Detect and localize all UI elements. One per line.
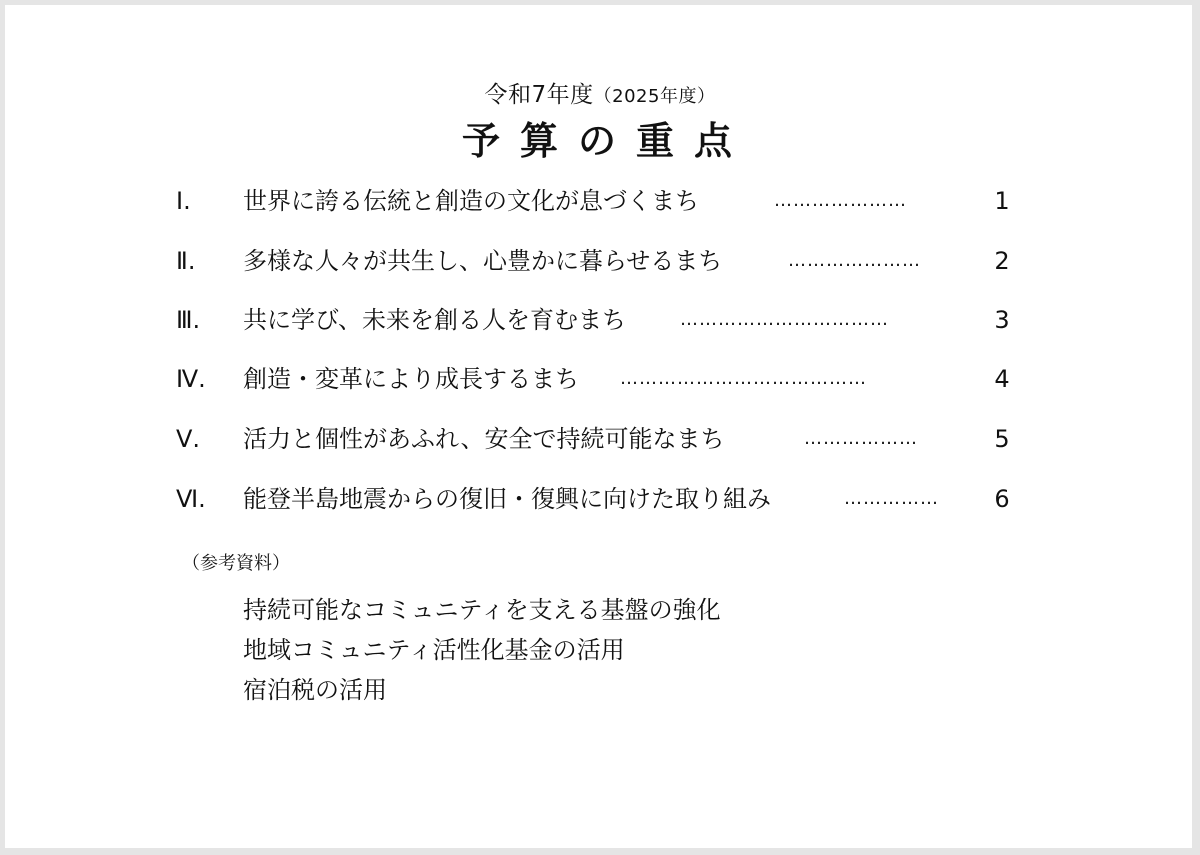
reference-item: 持続可能なコミュニティを支える基盤の強化 [243,596,721,624]
toc-item-title: 多様な人々が共生し、心豊かに暮らせるまち [243,247,723,275]
toc-item[interactable] [0,474,1200,524]
toc-item[interactable] [0,295,1200,345]
fiscal-year-subtitle [0,80,1200,112]
toc-dot-leader: …………… [844,488,939,509]
toc-dot-leader: ………………………………… [620,368,867,389]
toc-item[interactable] [0,176,1200,226]
toc-item[interactable] [0,414,1200,464]
toc-dot-leader: ………………… [788,250,921,271]
toc-page-number: 6 [994,485,1010,513]
toc-dot-leader: ……………… [804,428,918,449]
toc-page-number: 4 [994,365,1010,393]
toc-dot-leader: ………………… [774,190,907,211]
toc-item[interactable] [0,354,1200,404]
toc-item-title: 世界に誇る伝統と創造の文化が息づくまち [243,187,699,215]
toc-item-title: 活力と個性があふれ、安全で持続可能なまち [243,425,725,453]
subtitle-main: 令和7年度 [484,82,594,108]
toc-item-number: Ⅳ. [176,365,206,393]
toc-page-number: 5 [994,425,1010,453]
reference-heading: （参考資料） [182,553,290,574]
reference-list [243,590,721,710]
toc-item-number: Ⅵ. [176,485,206,513]
subtitle-paren: （2025年度） [593,86,716,107]
toc-dot-leader: …………………………… [680,309,889,330]
toc-item-title: 創造・変革により成長するまち [243,365,579,393]
toc-item-number: Ⅲ. [176,306,201,334]
toc-item[interactable] [0,236,1200,286]
toc-item-title: 共に学び、未来を創る人を育むまち [243,306,627,334]
toc-item-number: Ⅱ. [176,247,196,275]
toc-item-number: Ⅴ. [176,425,201,453]
toc-item-title: 能登半島地震からの復旧・復興に向けた取り組み [243,485,771,513]
reference-item: 地域コミュニティ活性化基金の活用 [243,636,625,664]
toc-item-number: Ⅰ. [176,187,191,215]
page-title: 予算の重点 [461,119,752,163]
reference-item: 宿泊税の活用 [243,676,387,704]
toc-page-number: 1 [994,187,1010,215]
toc-page-number: 3 [994,306,1010,334]
toc-page-number: 2 [994,247,1010,275]
